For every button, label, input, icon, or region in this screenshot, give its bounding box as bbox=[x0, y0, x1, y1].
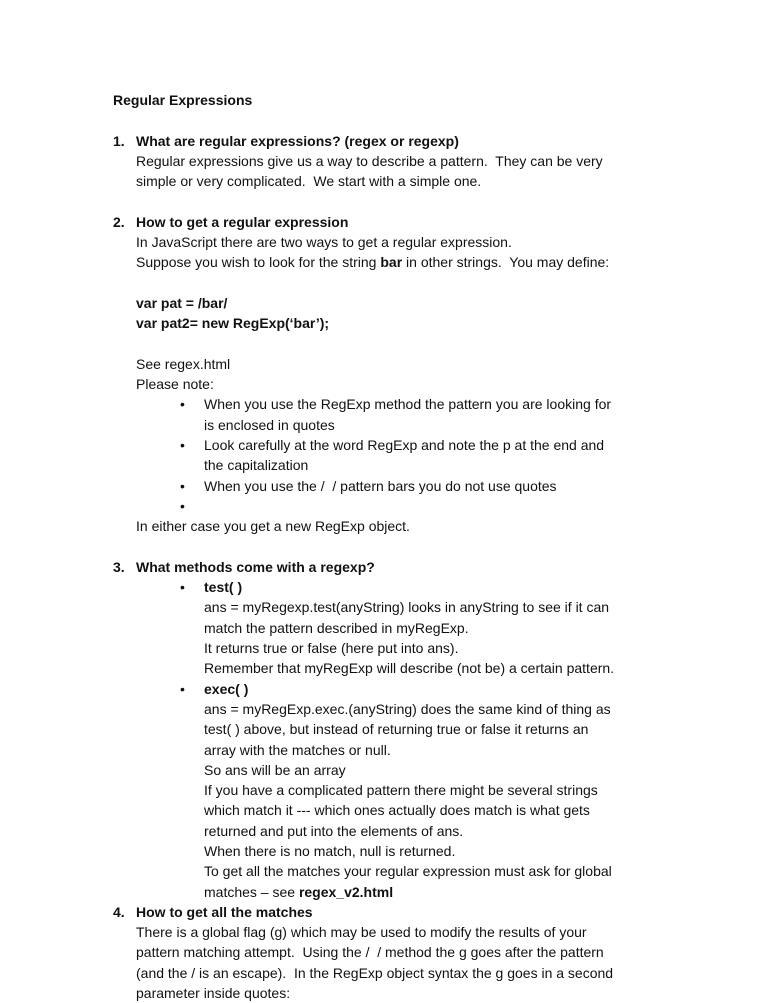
blank-line bbox=[0, 334, 768, 354]
blank-line bbox=[0, 191, 768, 211]
text-segment: When there is no match, null is returned. bbox=[204, 842, 456, 859]
bullet-icon: • bbox=[180, 396, 185, 413]
text-line bbox=[0, 719, 768, 739]
line-text bbox=[204, 577, 242, 597]
line-text bbox=[136, 354, 230, 374]
line-text bbox=[204, 719, 588, 739]
text-segment: If you have a complicated pattern there might be several strings bbox=[204, 782, 598, 799]
text-line bbox=[0, 821, 768, 841]
bold-text: What are regular expressions? (regex or regexp) bbox=[136, 132, 459, 149]
text-line bbox=[0, 618, 768, 638]
text-line bbox=[0, 313, 768, 333]
text-segment: simple or very complicated. We start with a simple one. bbox=[136, 173, 482, 190]
text-line bbox=[0, 861, 768, 881]
line-text bbox=[136, 557, 375, 577]
text-line bbox=[0, 780, 768, 800]
line-text bbox=[136, 902, 313, 922]
line-text bbox=[204, 435, 604, 455]
line-text bbox=[204, 699, 611, 719]
text-segment: When you use the / / pattern bars you do not use quotes bbox=[204, 477, 557, 494]
bullet-item bbox=[0, 435, 768, 455]
bullet-icon: • bbox=[180, 680, 185, 697]
section-number: 2. bbox=[113, 213, 125, 230]
line-text bbox=[204, 597, 609, 617]
text-segment: To get all the matches your regular expression must ask for global bbox=[204, 863, 612, 880]
text-segment: test( ) above, but instead of returning true or false it returns an bbox=[204, 721, 589, 738]
line-text bbox=[136, 983, 290, 1003]
line-text bbox=[204, 760, 346, 780]
line-text bbox=[204, 740, 391, 760]
line-text bbox=[204, 861, 612, 881]
line-text bbox=[204, 394, 611, 414]
text-line bbox=[0, 983, 768, 1003]
line-text bbox=[204, 780, 598, 800]
bullet-icon: • bbox=[180, 579, 185, 596]
text-segment: Suppose you wish to look for the string bbox=[136, 254, 381, 271]
line-text bbox=[136, 963, 613, 983]
line-text bbox=[204, 415, 335, 435]
text-line bbox=[0, 882, 768, 902]
line-text bbox=[136, 252, 609, 272]
bold-text: What methods come with a regexp? bbox=[136, 558, 375, 575]
section-number: 1. bbox=[113, 132, 125, 149]
bullet-icon: • bbox=[180, 437, 185, 454]
text-line bbox=[0, 699, 768, 719]
bullet-item bbox=[0, 679, 768, 699]
text-segment: In JavaScript there are two ways to get a regular expression. bbox=[136, 234, 512, 251]
text-segment: Please note: bbox=[136, 376, 214, 393]
bold-text: How to get all the matches bbox=[136, 903, 313, 920]
text-line bbox=[0, 415, 768, 435]
text-line bbox=[0, 597, 768, 617]
text-segment: When you use the RegExp method the pattern you are looking for bbox=[204, 396, 612, 413]
text-segment: array with the matches or null. bbox=[204, 741, 391, 758]
bullet-item bbox=[0, 476, 768, 496]
section-heading bbox=[0, 212, 768, 232]
text-segment: Regular expressions give us a way to describe a pattern. They can be very bbox=[136, 152, 603, 169]
text-line bbox=[0, 374, 768, 394]
bold-text: exec( ) bbox=[204, 680, 249, 697]
document-title bbox=[0, 90, 768, 110]
line-text bbox=[204, 841, 455, 861]
line-text bbox=[113, 90, 252, 110]
text-line bbox=[0, 354, 768, 374]
text-segment: See regex.html bbox=[136, 355, 231, 372]
section-heading bbox=[0, 557, 768, 577]
line-text bbox=[204, 679, 248, 699]
section-heading bbox=[0, 131, 768, 151]
bold-text: var pat2= new RegExp(‘bar’); bbox=[136, 315, 330, 332]
line-text bbox=[136, 922, 587, 942]
line-text bbox=[136, 151, 603, 171]
text-segment: returned and put into the elements of ans. bbox=[204, 822, 464, 839]
text-line bbox=[0, 232, 768, 252]
text-segment: match the pattern described in myRegExp. bbox=[204, 619, 469, 636]
text-line bbox=[0, 800, 768, 820]
line-text bbox=[204, 618, 469, 638]
document-page bbox=[0, 90, 768, 1003]
text-segment: It returns true or false (here put into ans). bbox=[204, 640, 459, 657]
bold-text: var pat = /bar/ bbox=[136, 294, 228, 311]
text-line bbox=[0, 252, 768, 272]
bold-text: bar bbox=[380, 254, 403, 271]
bullet-item bbox=[0, 577, 768, 597]
text-line bbox=[0, 740, 768, 760]
bold-text: regex_v2.html bbox=[298, 883, 394, 900]
text-segment: ans = myRegexp.test(anyString) looks in anyString to see if it can bbox=[204, 599, 610, 616]
text-segment: which match it --- which ones actually does match is what gets bbox=[204, 802, 590, 819]
text-segment: the capitalization bbox=[204, 457, 309, 474]
text-line bbox=[0, 151, 768, 171]
bullet-item bbox=[0, 394, 768, 414]
text-segment: pattern matching attempt. Using the / / method the g goes after the pattern bbox=[136, 944, 604, 961]
text-segment: In either case you get a new RegExp object. bbox=[136, 518, 410, 535]
bold-text: How to get a regular expression bbox=[136, 213, 349, 230]
section-number: 3. bbox=[113, 558, 125, 575]
text-segment: There is a global flag (g) which may be used to modify the results of your bbox=[136, 924, 587, 941]
blank-line bbox=[0, 537, 768, 557]
text-segment: Remember that myRegExp will describe (not be) a certain pattern. bbox=[204, 660, 615, 677]
line-text bbox=[136, 942, 604, 962]
line-text bbox=[136, 212, 348, 232]
line-text bbox=[204, 658, 614, 678]
blank-line bbox=[0, 273, 768, 293]
line-text bbox=[204, 455, 308, 475]
line-text bbox=[204, 821, 463, 841]
text-line bbox=[0, 638, 768, 658]
line-text bbox=[204, 882, 393, 902]
bullet-icon: • bbox=[180, 477, 185, 494]
text-line bbox=[0, 293, 768, 313]
text-segment: in other strings. You may define: bbox=[402, 254, 610, 271]
line-text bbox=[136, 131, 459, 151]
bullet-icon: • bbox=[180, 497, 185, 514]
line-text bbox=[136, 516, 410, 536]
line-text bbox=[136, 171, 481, 191]
line-text bbox=[136, 232, 512, 252]
text-line bbox=[0, 516, 768, 536]
text-segment: Look carefully at the word RegExp and note the p at the end and bbox=[204, 437, 605, 454]
line-text bbox=[136, 293, 227, 313]
line-text bbox=[204, 638, 458, 658]
text-line bbox=[0, 963, 768, 983]
text-segment: matches – see bbox=[204, 883, 299, 900]
text-segment: is enclosed in quotes bbox=[204, 416, 335, 433]
bold-text: test( ) bbox=[204, 579, 243, 596]
line-text bbox=[136, 374, 214, 394]
text-segment: ans = myRegExp.exec.(anyString) does the same kind of thing as bbox=[204, 700, 611, 717]
line-text bbox=[204, 476, 557, 496]
section-heading bbox=[0, 902, 768, 922]
text-line bbox=[0, 922, 768, 942]
bullet-item bbox=[0, 496, 768, 516]
text-segment: parameter inside quotes: bbox=[136, 985, 291, 1002]
text-line bbox=[0, 171, 768, 191]
text-segment: So ans will be an array bbox=[204, 761, 346, 778]
text-line bbox=[0, 942, 768, 962]
line-text bbox=[204, 800, 590, 820]
text-line bbox=[0, 455, 768, 475]
line-text bbox=[136, 313, 329, 333]
text-line bbox=[0, 658, 768, 678]
text-line bbox=[0, 841, 768, 861]
bold-text: Regular Expressions bbox=[113, 92, 253, 108]
section-number: 4. bbox=[113, 903, 125, 920]
text-segment: (and the / is an escape). In the RegExp object syntax the g goes in a second bbox=[136, 964, 614, 981]
blank-line bbox=[0, 110, 768, 130]
text-line bbox=[0, 760, 768, 780]
